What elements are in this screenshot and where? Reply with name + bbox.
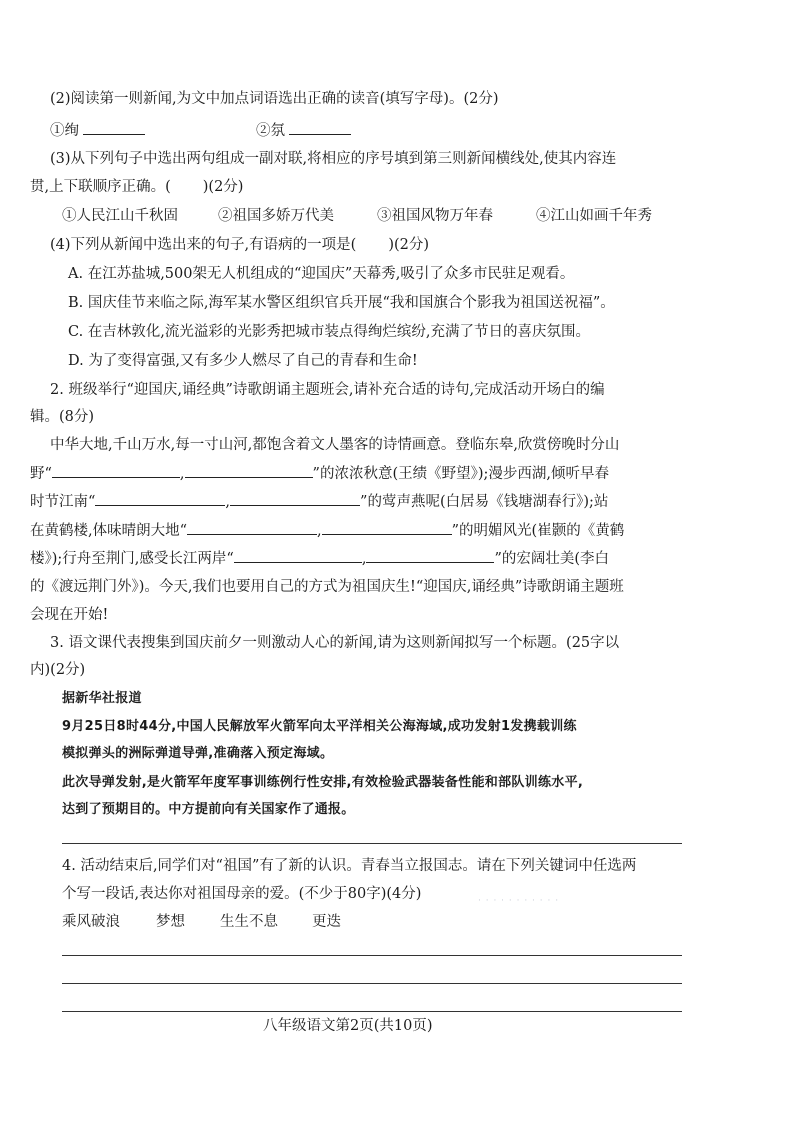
q1-3-line1: (3)从下列句子中选出两句组成一副对联,将相应的序号填到第三则新闻横线处,使其内容连 [50, 151, 617, 167]
q3-line2: 内)(2分) [30, 662, 86, 678]
q1-3-option-3: ③祖国风物万年春 [377, 208, 493, 224]
poem-blank[interactable] [322, 520, 452, 535]
q2-para-3: 时节江南“ , ”的莺声燕呢(白居易《钱塘湖春行》);站 [30, 491, 608, 512]
q2-para-7: 会现在开始! [30, 607, 109, 623]
q2-line1: 2. 班级举行“迎国庆,诵经典”诗歌朗诵主题班会,请补充合适的诗句,完成活动开场白的编 [50, 382, 605, 398]
q2-para-2: 野“ , ”的浓浓秋意(王绩《野望》);漫步西湖,倾听早春 [30, 463, 609, 484]
q3-line1: 3. 语文课代表搜集到国庆前夕一则激动人心的新闻,请为这则新闻拟写一个标题。(25字以 [50, 635, 620, 651]
poem-blank[interactable] [234, 548, 362, 563]
news-para-1a: 9月25日8时44分,中国人民解放军火箭军向太平洋相关公海海域,成功发射1发携载训练 [62, 719, 577, 734]
q2-para-5: 楼》);行舟至荆门,感受长江两岸“ , ”的宏阔壮美(李白 [30, 548, 609, 569]
q4-line2: 个写一段话,表达你对祖国母亲的爱。(不少于80字)(4分) [62, 886, 422, 902]
keyword-1: 乘风破浪 [62, 914, 120, 930]
poem-blank[interactable] [185, 463, 313, 478]
answer-blank[interactable] [83, 120, 145, 135]
keyword-3: 生生不息 [220, 914, 278, 930]
news-source: 据新华社报道 [62, 691, 142, 706]
q2-line2: 辑。(8分) [30, 409, 95, 425]
q1-3-option-2: ②祖国多娇万代美 [218, 208, 334, 224]
q1-4-option-a: A. 在江苏盐城,500架无人机组成的“迎国庆”天幕秀,吸引了众多市民驻足观看。 [68, 266, 575, 282]
q1-4-option-c: C. 在吉林敦化,流光溢彩的光影秀把城市装点得绚烂缤纷,充满了节日的喜庆氛围。 [68, 324, 591, 340]
q2-para-1: 中华大地,千山万水,每一寸山河,都饱含着文人墨客的诗情画意。登临东皋,欣赏傍晚时分山 [50, 437, 620, 453]
q1-4-option-d: D. 为了变得富强,又有多少人燃尽了自己的青春和生命! [68, 353, 418, 369]
q4-line1: 4. 活动结束后,同学们对“祖国”有了新的认识。青春当立报国志。请在下列关键词中任选两 [62, 858, 637, 874]
news-para-2a: 此次导弹发射,是火箭军年度军事训练例行性安排,有效检验武器装备性能和部队训练水平, [62, 775, 584, 790]
poem-blank[interactable] [187, 520, 317, 535]
q2-para-6: 的《渡远荆门外》)。今天,我们也要用自己的方式为祖国庆生!“迎国庆,诵经典”诗歌朗诵主题班 [30, 579, 624, 595]
q1-3-line2: 贯,上下联顺序正确。( )(2分) [30, 179, 244, 195]
answer-blank[interactable] [289, 120, 351, 135]
poem-blank[interactable] [95, 491, 225, 506]
poem-blank[interactable] [52, 463, 180, 478]
headline-answer-line[interactable] [62, 843, 682, 844]
poem-blank[interactable] [230, 491, 360, 506]
news-para-2b: 达到了预期目的。中方提前向有关国家作了通报。 [62, 802, 355, 817]
q1-2-prompt: (2)阅读第一则新闻,为文中加点词语选出正确的读音(填写字母)。(2分) [50, 91, 499, 107]
news-para-1b: 模拟弹头的洲际弹道导弹,准确落入预定海域。 [62, 746, 334, 761]
scan-artifact: · · · · · · · · · · · [478, 896, 560, 906]
writing-line[interactable] [62, 955, 682, 956]
keyword-4: 更迭 [312, 914, 341, 930]
q1-3-option-4: ④江山如画千年秀 [536, 208, 652, 224]
keyword-2: 梦想 [156, 914, 185, 930]
q1-2-item2: ②氛 [256, 120, 351, 141]
q1-2-item1: ①绚 [50, 120, 145, 141]
q1-4-option-b: B. 国庆佳节来临之际,海军某水警区组织官兵开展“我和国旗合个影我为祖国送祝福”。 [68, 295, 615, 311]
writing-line[interactable] [62, 1011, 682, 1012]
q1-3-option-1: ①人民江山千秋固 [62, 208, 178, 224]
q1-4-prompt: (4)下列从新闻中选出来的句子,有语病的一项是( )(2分) [50, 237, 430, 253]
page-footer: 八年级语文第2页(共10页) [263, 1018, 433, 1034]
writing-line[interactable] [62, 983, 682, 984]
poem-blank[interactable] [366, 548, 494, 563]
q2-para-4: 在黄鹤楼,体味晴朗大地“ , ”的明媚风光(崔颢的《黄鹤 [30, 520, 624, 541]
